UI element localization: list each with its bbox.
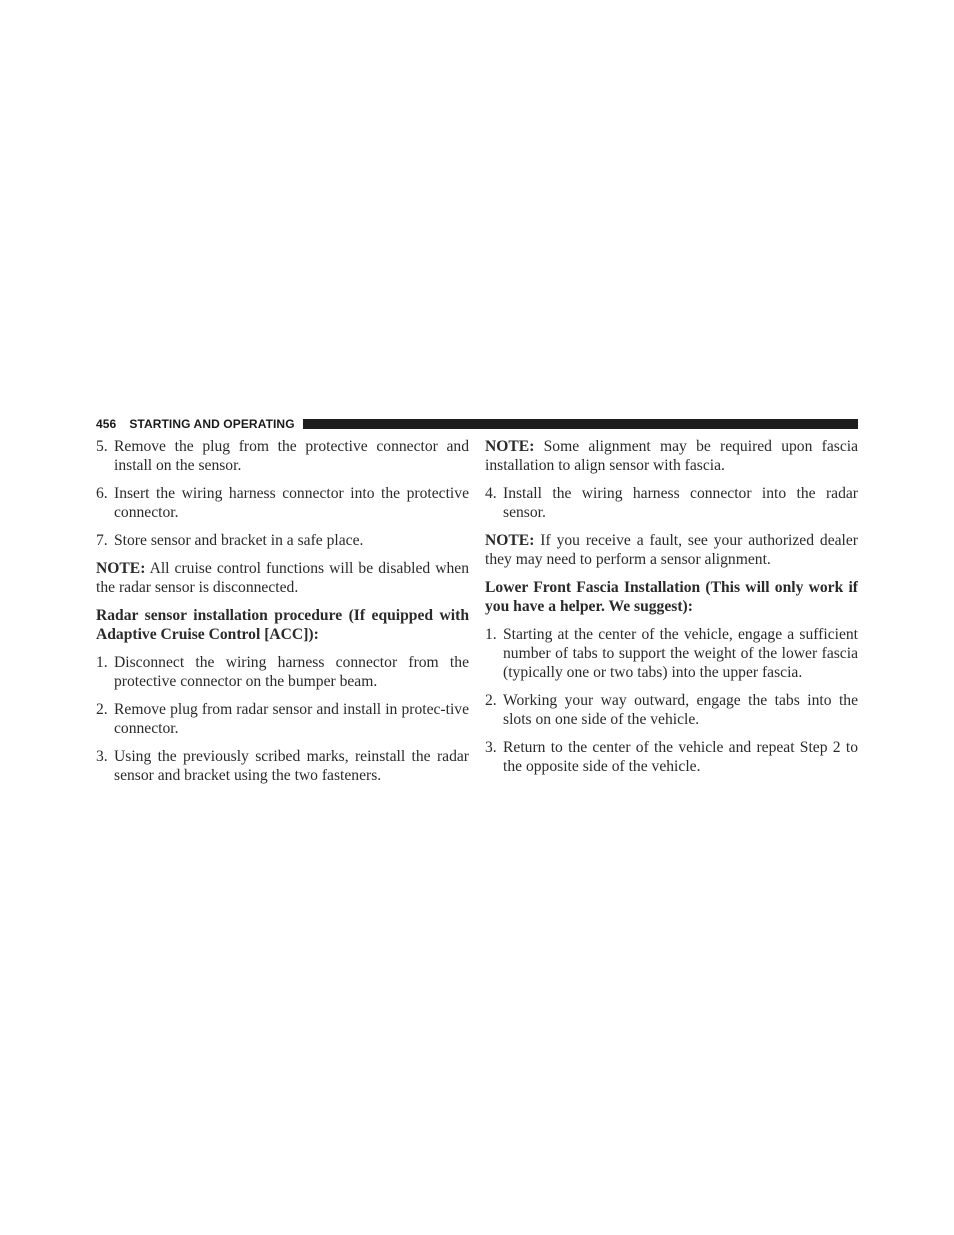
note-text: If you receive a fault, see your authorized dealer they may need to perform a sensor alignment. bbox=[485, 532, 858, 568]
list-item-fascia-3 bbox=[485, 738, 858, 776]
note-label: NOTE: bbox=[485, 532, 535, 549]
list-item-fascia-2 bbox=[485, 691, 858, 729]
section-title: STARTING AND OPERATING bbox=[129, 417, 295, 431]
note-text: All cruise control functions will be disabled when the radar sensor is disconnected. bbox=[96, 560, 469, 596]
list-item-install-3 bbox=[96, 747, 469, 785]
list-text: Store sensor and bracket in a safe place. bbox=[114, 532, 364, 549]
note-label: NOTE: bbox=[485, 438, 535, 455]
page-number: 456 bbox=[96, 417, 117, 431]
list-item-step-7 bbox=[96, 531, 469, 550]
note-text: Some alignment may be required upon fascia installation to align sensor with fascia. bbox=[485, 438, 858, 474]
list-text: Disconnect the wiring harness connector from the protective connector on the bumper beam. bbox=[114, 654, 469, 690]
list-text: Using the previously scribed marks, reinstall the radar sensor and bracket using the two fasteners. bbox=[114, 748, 469, 784]
list-number: 3. bbox=[96, 748, 108, 765]
left-column bbox=[96, 437, 469, 794]
list-number: 1. bbox=[485, 626, 497, 643]
list-text: Return to the center of the vehicle and repeat Step 2 to the opposite side of the vehicle. bbox=[503, 739, 858, 775]
list-text: Insert the wiring harness connector into the protective connector. bbox=[114, 485, 469, 521]
list-item-install-2 bbox=[96, 700, 469, 738]
right-column bbox=[485, 437, 858, 785]
list-item-install-4 bbox=[485, 484, 858, 522]
section-heading-radar-installation: Radar sensor installation procedure (If equipped with Adaptive Cruise Control [ACC]): bbox=[96, 607, 469, 643]
list-number: 4. bbox=[485, 485, 497, 502]
list-number: 5. bbox=[96, 438, 108, 455]
note-label: NOTE: bbox=[96, 560, 146, 577]
note-fault bbox=[485, 531, 858, 569]
list-number: 6. bbox=[96, 485, 108, 502]
list-text: Remove the plug from the protective connector and install on the sensor. bbox=[114, 438, 469, 474]
list-text: Starting at the center of the vehicle, engage a sufficient number of tabs to support the weight of the lower fascia (typically one or two tabs) into the upper fascia. bbox=[503, 626, 858, 681]
list-item-step-6 bbox=[96, 484, 469, 522]
section-heading-fascia-installation: Lower Front Fascia Installation (This will only work if you have a helper. We suggest): bbox=[485, 579, 858, 615]
list-text: Working your way outward, engage the tabs into the slots on one side of the vehicle. bbox=[503, 692, 858, 728]
list-number: 1. bbox=[96, 654, 108, 671]
note-disabled-cruise bbox=[96, 559, 469, 597]
list-number: 2. bbox=[96, 701, 108, 718]
note-alignment bbox=[485, 437, 858, 475]
list-number: 7. bbox=[96, 532, 108, 549]
list-text: Install the wiring harness connector into the radar sensor. bbox=[503, 485, 858, 521]
list-text: Remove plug from radar sensor and install in protec-tive connector. bbox=[114, 701, 469, 737]
list-item-step-5 bbox=[96, 437, 469, 475]
list-item-fascia-1 bbox=[485, 625, 858, 682]
page-header bbox=[96, 417, 858, 431]
list-number: 3. bbox=[485, 739, 497, 756]
list-number: 2. bbox=[485, 692, 497, 709]
list-item-install-1 bbox=[96, 653, 469, 691]
header-rule bbox=[303, 419, 858, 429]
